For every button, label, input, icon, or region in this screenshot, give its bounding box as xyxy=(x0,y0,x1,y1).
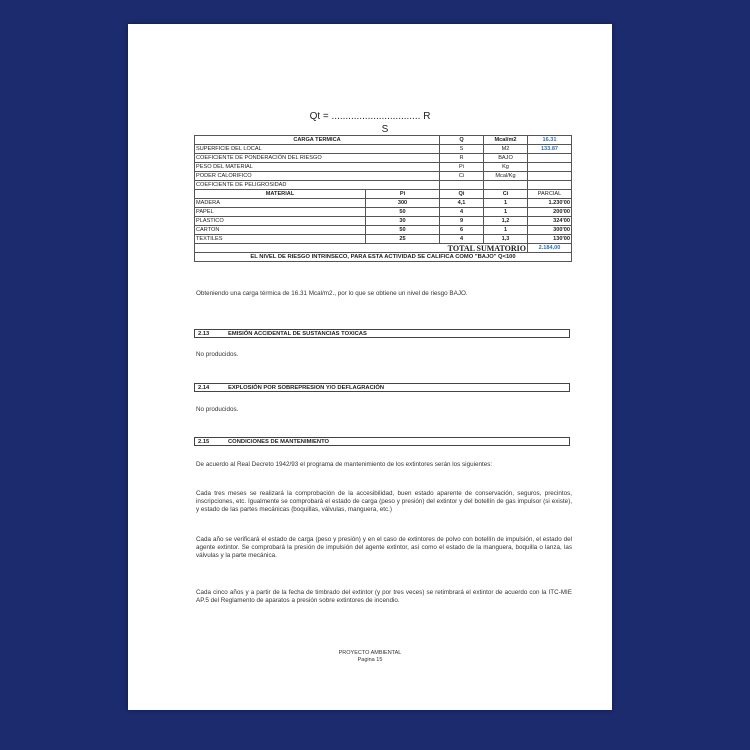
param-unit xyxy=(484,181,528,190)
material-parcial: 324'00 xyxy=(528,217,572,226)
section-title: EXPLOSIÓN POR SOBREPRESION Y/O DEFLAGRACIÓN xyxy=(228,385,385,391)
param-value xyxy=(528,172,572,181)
param-value xyxy=(528,163,572,172)
section-body: No producidos. xyxy=(196,351,239,358)
param-unit: Mcal/Kg xyxy=(484,172,528,181)
param-symbol xyxy=(440,181,484,190)
material-name: PAPEL xyxy=(195,208,366,217)
material-row xyxy=(195,226,572,235)
section-body: No producidos. xyxy=(196,406,239,413)
param-label: PODER CALORIFICO xyxy=(195,172,440,181)
ci-col-header: Ci xyxy=(484,190,528,199)
material-ci: 1,2 xyxy=(484,217,528,226)
material-qi: 6 xyxy=(440,226,484,235)
material-pi: 50 xyxy=(366,226,440,235)
param-value xyxy=(528,154,572,163)
param-label: PESO DEL MATERIAL xyxy=(195,163,440,172)
material-qi: 9 xyxy=(440,217,484,226)
maintenance-paragraph: Cada cinco años y a partir de la fecha de timbrado del extintor (y por tres veces) se retimbrará el extintor de acuerdo con la ITC-MIE AP.5 del Reglamento de aparatos a presión sobre extintores de incendio. xyxy=(196,589,572,604)
material-qi: 4 xyxy=(440,235,484,244)
param-label: COEFICIENTE DE PELIGROSIDAD xyxy=(195,181,440,190)
thermal-load-table xyxy=(194,135,572,262)
material-header-row xyxy=(195,190,572,199)
maintenance-paragraph: De acuerdo al Real Decreto 1942/93 el programa de mantenimiento de los extintores serán los siguientes: xyxy=(196,461,493,468)
risk-level-statement: EL NIVEL DE RIESGO INTRINSECO, PARA ESTA ACTIVIDAD SE CALIFICA COMO "BAJO" Q<100 xyxy=(195,253,572,262)
table-row xyxy=(195,172,572,181)
material-name: PLASTICO xyxy=(195,217,366,226)
param-symbol: S xyxy=(440,145,484,154)
material-parcial: 1.230'00 xyxy=(528,199,572,208)
param-value: 133.87 xyxy=(528,145,572,154)
qi-col-header: Qi xyxy=(440,190,484,199)
maintenance-paragraph: Cada año se verificará el estado de carga (peso y presión) y en el caso de extintores de polvo con botellín de impulsión, el estado del agente extintor. Se comprobará la presión de impulsión del agente extintor, así como el estado de la manguera, boquilla o lanza, las válvulas y la parte mecánica. xyxy=(196,536,572,559)
section-title: EMISIÓN ACCIDENTAL DE SUSTANCIAS TOXICAS xyxy=(228,331,367,337)
page-footer-title: PROYECTO AMBIENTAL xyxy=(338,650,402,656)
material-pi: 25 xyxy=(366,235,440,244)
param-unit: BAJO xyxy=(484,154,528,163)
param-symbol: Ci xyxy=(440,172,484,181)
table-title: CARGA TERMICA xyxy=(195,136,440,145)
material-pi: 30 xyxy=(366,217,440,226)
risk-level-row xyxy=(195,253,572,262)
material-pi: 300 xyxy=(366,199,440,208)
material-row xyxy=(195,217,572,226)
pi-col-header: Pi xyxy=(366,190,440,199)
param-label: SUPERFICIE DEL LOCAL xyxy=(195,145,440,154)
section-number: 2.13 xyxy=(198,331,210,337)
section-number: 2.14 xyxy=(198,385,210,391)
param-symbol: R xyxy=(440,154,484,163)
material-parcial: 300'00 xyxy=(528,226,572,235)
material-ci: 1 xyxy=(484,208,528,217)
table-row xyxy=(195,145,572,154)
material-qi: 4 xyxy=(440,208,484,217)
material-qi: 4,1 xyxy=(440,199,484,208)
table-row xyxy=(195,154,572,163)
material-name: TEXTILES xyxy=(195,235,366,244)
total-value: 2.184,00 xyxy=(528,244,572,253)
maintenance-paragraph: Cada tres meses se realizará la comprobación de la accesibilidad, buen estado aparente de conservación, seguros, precintos, inscripciones, etc. Igualmente se comprobará el estado de carga (peso y presión) del extintor y del botellín de gas impulsor (si existe), y estado de las partes mecánicas (boquillas, válvulas, manguera, etc.) xyxy=(196,490,572,513)
table-header-row xyxy=(195,136,572,145)
thermal-load-value: 16.31 xyxy=(528,136,572,145)
material-pi: 50 xyxy=(366,208,440,217)
material-ci: 1 xyxy=(484,226,528,235)
material-ci: 1,3 xyxy=(484,235,528,244)
document-page xyxy=(128,24,612,710)
intro-paragraph: Obteniendo una carga térmica de 16.31 Mcal/m2., por lo que se obtiene un nivel de riesgo BAJO. xyxy=(196,290,468,297)
material-name: MADERA xyxy=(195,199,366,208)
material-col-header: MATERIAL xyxy=(195,190,366,199)
material-row xyxy=(195,208,572,217)
table-row xyxy=(195,163,572,172)
material-row xyxy=(195,235,572,244)
material-row xyxy=(195,199,572,208)
param-value xyxy=(528,181,572,190)
section-number: 2.15 xyxy=(198,439,210,445)
param-symbol: Pi xyxy=(440,163,484,172)
material-parcial: 200'00 xyxy=(528,208,572,217)
material-parcial: 130'00 xyxy=(528,235,572,244)
param-unit: Kg xyxy=(484,163,528,172)
page-number: Pagina 15 xyxy=(357,657,383,663)
table-row xyxy=(195,181,572,190)
total-row xyxy=(195,244,572,253)
section-heading-2-14 xyxy=(194,383,570,392)
parcial-col-header: PARCIAL xyxy=(528,190,572,199)
section-title: CONDICIONES DE MANTENIMIENTO xyxy=(228,439,330,445)
col-unit: Mcal/m2 xyxy=(484,136,528,145)
formula-top: Qt = ................................ R xyxy=(309,111,431,122)
col-q: Q xyxy=(440,136,484,145)
material-ci: 1 xyxy=(484,199,528,208)
section-heading-2-13 xyxy=(194,329,570,338)
formula-bottom: S xyxy=(381,124,389,135)
param-unit: M2 xyxy=(484,145,528,154)
param-label: COEFICIENTE DE PONDERACIÓN DEL RIESGO xyxy=(195,154,440,163)
material-name: CARTON xyxy=(195,226,366,235)
total-label: TOTAL SUMATORIO xyxy=(195,244,528,253)
section-heading-2-15 xyxy=(194,437,570,446)
